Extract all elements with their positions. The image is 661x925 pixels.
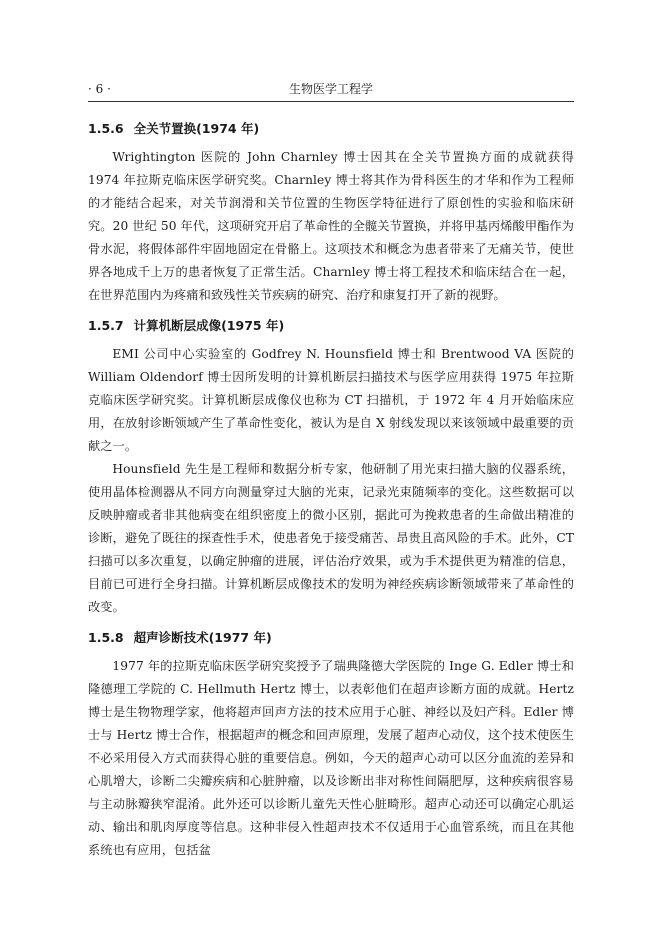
- section-number: 1.5.8: [88, 630, 124, 645]
- page-header: [88, 80, 574, 98]
- paragraph: Wrightington 医院的 John Charnley 博士因其在全关节置换方面的成就获得 1974 年拉斯克临床医学研究奖。Charnley 博士将其作为骨科医生的才华和作为工程师的才能结合起来，对关节润滑和关节位置的生物医学特征进行了原创性的实验和临床研究。20 世纪 50 年代，这项研究开启了革命性的全髋关节置换，并将甲基丙烯酸甲酯作为骨水泥，将假体部件牢固地固定在骨骼上。这项技术和概念为患者带来了无痛关节，使世界各地成千上万的患者恢复了正常生活。Charnley 博士将工程技术和临床结合在一起，在世界范围内为疼痛和致残性关节疾病的研究、治疗和康复打开了新的视野。: [88, 150, 574, 302]
- section-heading: [88, 629, 574, 647]
- section-heading: [88, 317, 574, 335]
- section-heading: [88, 120, 574, 138]
- section-number: 1.5.7: [88, 318, 124, 333]
- section-1-5-8: [88, 629, 574, 862]
- page-body: [88, 120, 574, 872]
- section-number: 1.5.6: [88, 121, 124, 136]
- paragraph: EMI 公司中心实验室的 Godfrey N. Hounsfield 博士和 Brentwood VA 医院的 William Oldendorf 博士因所发明的计算机断层扫描技术与医学应用获得 1975 年拉斯克临床医学研究奖。计算机断层成像仪也称为 CT 扫描机，于 1972 年 4 月开始临床应用，在放射诊断领域产生了革命性变化，被认为是自 X 射线发现以来该领域中最重要的贡献之一。: [88, 347, 574, 453]
- section-1-5-7: [88, 317, 574, 619]
- paragraph: 1977 年的拉斯克临床医学研究奖授予了瑞典隆德大学医院的 Inge G. Edler 博士和隆德理工学院的 C. Hellmuth Hertz 博士，以表彰他们在超声诊断方面的成就。Hertz 博士是生物物理学家，他将超声回声方法的技术应用于心脏、神经以及妇产科。Edler 博士与 Hertz 博士合作，根据超声的概念和回声原理，发展了超声心动仪，这个技术使医生不必采用侵入方式而获得心脏的重要信息。例如，今天的超声心动可以区分血流的差异和心肌增大，诊断二尖瓣疾病和心脏肿瘤，以及诊断出非对称性间隔肥厚，这种疾病很容易与主动脉瓣狭窄混淆。此外还可以诊断儿童先天性心脏畸形。超声心动还可以确定心肌运动、输出和肌肉厚度等信息。这种非侵入性超声技术不仅适用于心血管系统，而且在其他系统也有应用，包括盆: [88, 659, 574, 857]
- header-divider: [88, 101, 574, 102]
- section-title: 超声诊断技术(1977 年): [133, 630, 272, 645]
- section-title: 计算机断层成像(1975 年): [133, 318, 285, 333]
- running-title: 生物医学工程学: [288, 82, 373, 96]
- section-title: 全关节置换(1974 年): [133, 121, 260, 136]
- section-1-5-6: [88, 120, 574, 307]
- paragraph: Hounsfield 先生是工程师和数据分析专家，他研制了用光束扫描大脑的仪器系统，使用晶体检测器从不同方向测量穿过大脑的光束，记录光束随频率的变化。这些数据可以反映肿瘤或者非其他病变在组织密度上的微小区别，据此可为挽救患者的生命做出精准的诊断，避免了既往的探查性手术，使患者免于接受痛苦、昂贵且高风险的手术。此外，CT 扫描可以多次重复，以确定肿瘤的进展，评估治疗效果，或为手术提供更为精准的信息，目前已可进行全身扫描。计算机断层成像技术的发明为神经疾病诊断领域带来了革命性的改变。: [88, 462, 574, 614]
- page-number: · 6 ·: [88, 82, 111, 96]
